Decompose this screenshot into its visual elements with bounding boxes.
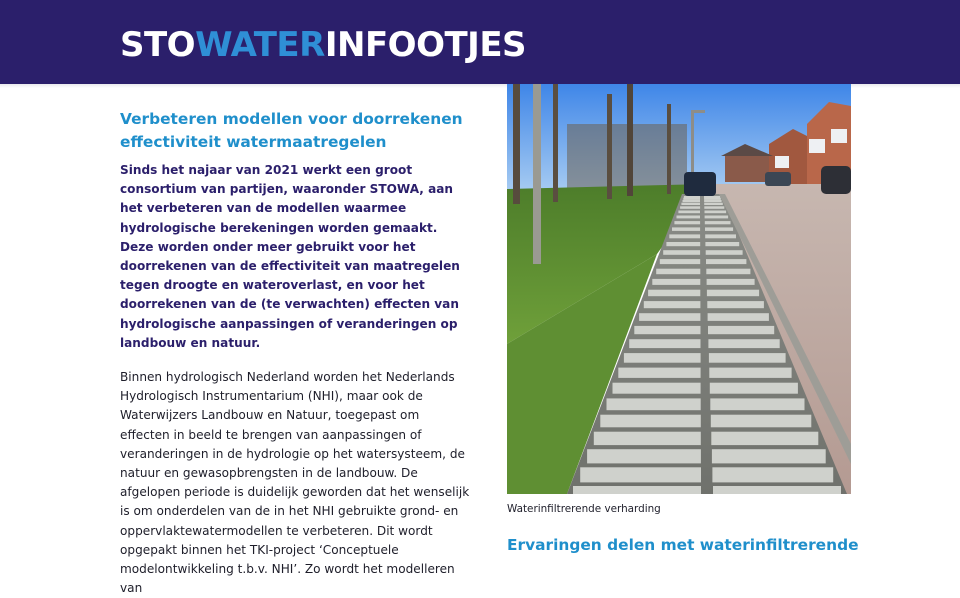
paver-slab (706, 250, 743, 255)
paver-slab (704, 200, 722, 202)
paver-slab (707, 279, 755, 285)
paver-slab (580, 467, 701, 482)
paver-slab (634, 326, 700, 334)
paver-slab (656, 269, 700, 275)
paver-slab (705, 227, 733, 231)
paver-slab (618, 368, 700, 378)
paver-slab (710, 383, 798, 394)
paver-slab (705, 242, 739, 246)
sidebar-column (507, 84, 859, 556)
article-column (120, 108, 472, 598)
photo-caption: Waterinfiltrerende verharding (507, 503, 661, 515)
next-article-heading[interactable]: Ervaringen delen met waterinfiltrerende (507, 536, 859, 554)
paver-slab (704, 203, 723, 205)
paver-slab (680, 206, 700, 209)
paver-slab (705, 211, 727, 214)
site-header (0, 0, 960, 84)
paver-slab (707, 301, 764, 308)
paver-slab (705, 234, 736, 238)
paver-slab (683, 198, 700, 200)
paver-slab (666, 242, 700, 246)
paver-slab (710, 398, 804, 410)
paver-slab (672, 227, 700, 231)
logo-text-sto: STO (120, 25, 196, 65)
logo-text-infootjes: INFOOTJES (324, 25, 527, 65)
paver-slab (713, 486, 841, 494)
logo-text-water: WATER (195, 25, 325, 65)
paver-slab (674, 221, 700, 224)
paver-slab (587, 449, 701, 463)
paver-slab (708, 339, 779, 348)
paver-slab (709, 368, 791, 378)
paver-slab (705, 216, 729, 219)
paver-slab (639, 313, 700, 321)
paver-slab (712, 467, 833, 482)
paver-slab (607, 398, 701, 410)
paver-slab (708, 326, 774, 334)
site-logo[interactable] (120, 24, 526, 66)
paver-slab (705, 221, 731, 224)
paver-slab (704, 206, 724, 209)
paver-slab (613, 383, 701, 394)
paver-slab (706, 269, 750, 275)
paver-slab (629, 339, 700, 348)
paver-slab (711, 415, 812, 428)
paver-slab (652, 279, 700, 285)
paver-slab (709, 353, 786, 363)
paver-slab (648, 290, 700, 297)
paver-slab (669, 234, 700, 238)
paver-slab (711, 432, 818, 445)
paver-slab (708, 313, 769, 321)
paver-slab (624, 353, 701, 363)
paver-slab (677, 216, 701, 219)
paver-slab (683, 200, 701, 202)
paver-slab (707, 290, 759, 297)
article-intro: Sinds het najaar van 2021 werkt een groot consortium van partijen, waaronder STOWA, aan het verbeteren van de modellen waarmee hydrologische berekeningen worden gemaakt. Deze worden onder meer gebruikt voor het doorrekenen van de effectiviteit van maatregelen tegen droogte en wateroverlast, en voor het doorrekenen van de (te verwachten) effecten van hydrologische aanpassingen of veranderingen op landbouw en natuur. (120, 163, 460, 350)
paver-slab (706, 259, 746, 264)
paver-slab (678, 211, 700, 214)
paver-slab (600, 415, 701, 428)
paver-slab (594, 432, 701, 445)
paver-slab (573, 486, 701, 494)
article-body: Binnen hydrologisch Nederland worden het Nederlands Hydrologisch Instrumentarium (NHI), maar ook de Waterwijzers Landbouw en Natuur, toegepast om effecten in beeld te brengen van aanpassingen of veranderingen in de hydrologie op het watersysteem, de natuur en gewasopbrengsten in de landbouw. De afgelopen periode is duidelijk geworden dat het wenselijk is om onderdelen van de in het NHI gebruikte grond- en oppervlaktewatermodellen te verbeteren. Dit wordt opgepakt binnen het TKI-project ‘Conceptuele modelontwikkeling t.b.v. NHI’. Zo wordt het modelleren van (120, 370, 470, 596)
paver-slab (663, 250, 700, 255)
paver-slab (644, 301, 701, 308)
infiltrating-pavement-photo (507, 84, 851, 494)
paver-slab (660, 259, 700, 264)
paver-slab (681, 203, 700, 205)
article-title: Verbeteren modellen voor doorrekenen effectiviteit watermaatregelen (120, 110, 463, 151)
paver-slab (712, 449, 826, 463)
paver-slab (704, 198, 721, 200)
